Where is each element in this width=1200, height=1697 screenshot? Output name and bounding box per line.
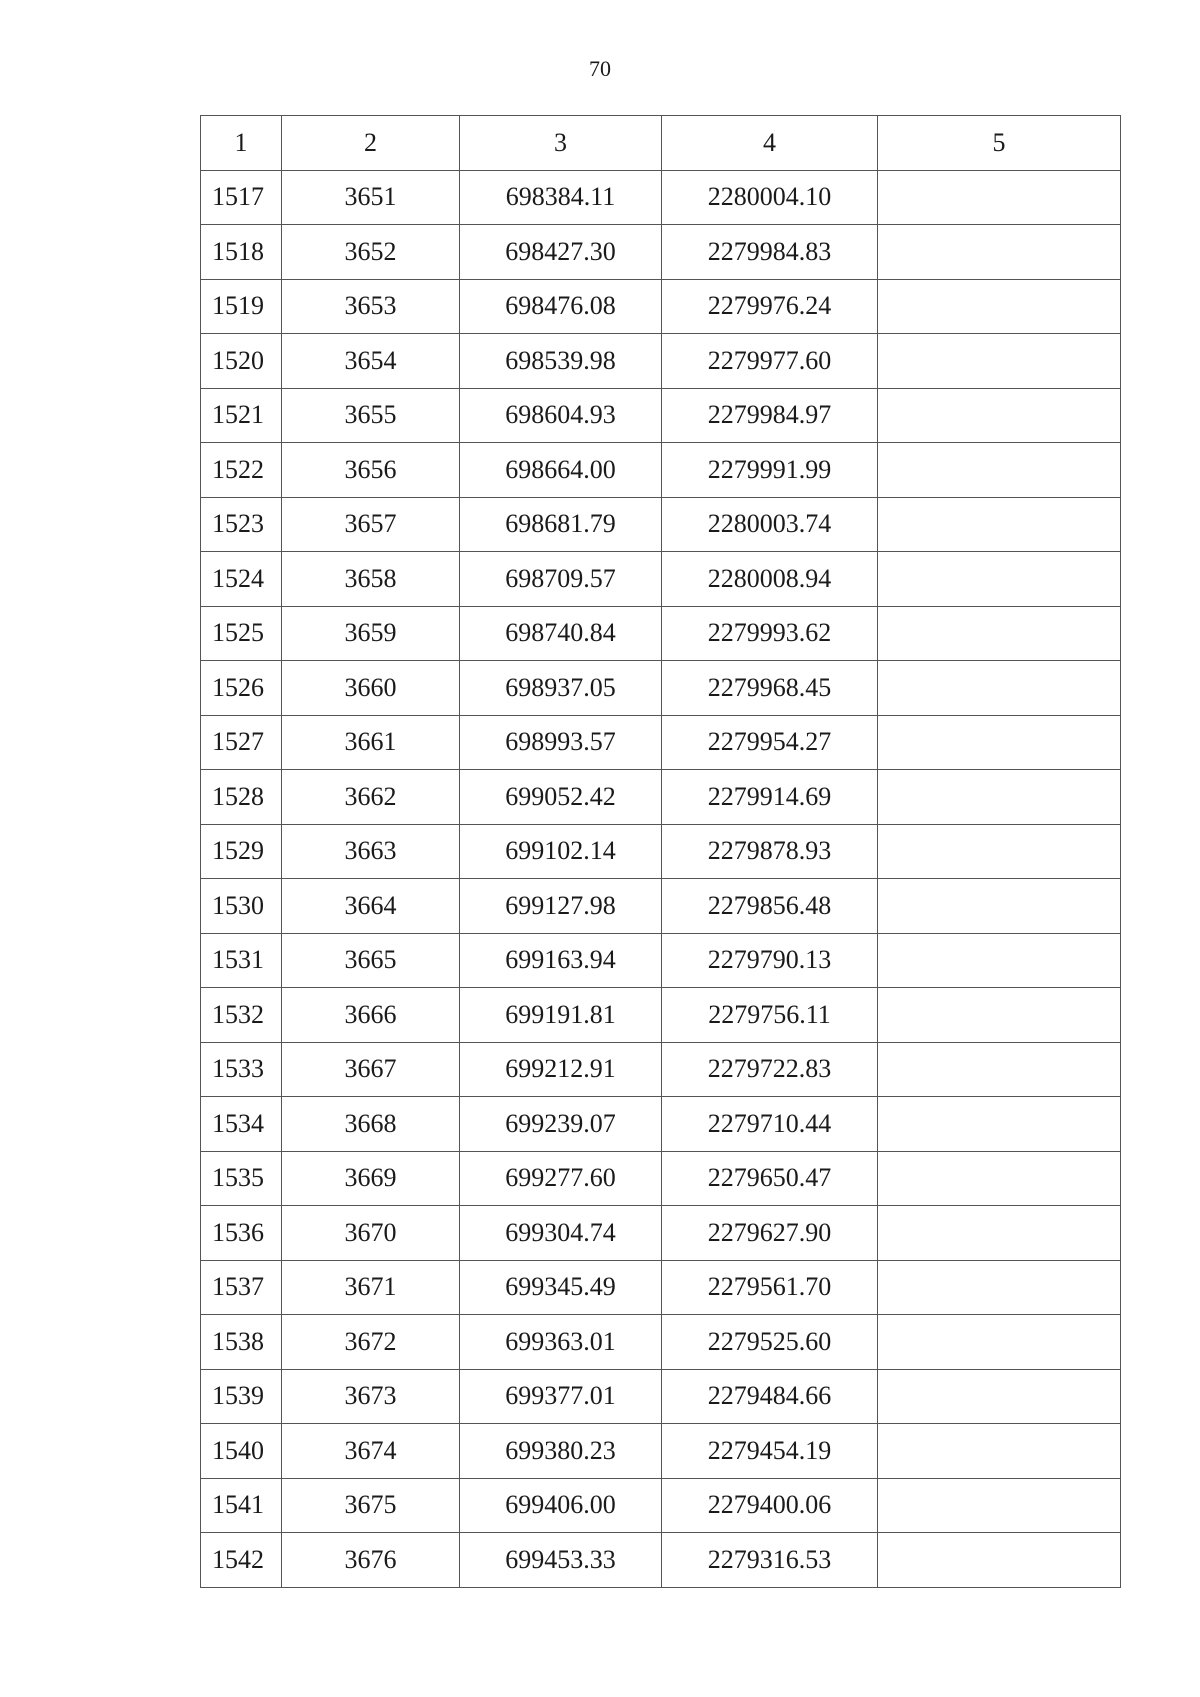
point-number-cell: 3664: [282, 879, 460, 934]
table-row: [201, 225, 1121, 280]
x-coordinate-cell: 698476.08: [460, 279, 662, 334]
y-coordinate-cell: 2279993.62: [662, 606, 878, 661]
row-index-cell: 1535: [201, 1151, 282, 1206]
table-row: [201, 1478, 1121, 1533]
note-cell: [878, 388, 1121, 443]
note-cell: [878, 933, 1121, 988]
table-row: [201, 1424, 1121, 1479]
x-coordinate-cell: 699377.01: [460, 1369, 662, 1424]
table-row: [201, 1315, 1121, 1370]
table-header-row: [201, 116, 1121, 171]
x-coordinate-cell: 699052.42: [460, 770, 662, 825]
point-number-cell: 3667: [282, 1042, 460, 1097]
table-row: [201, 824, 1121, 879]
y-coordinate-cell: 2280003.74: [662, 497, 878, 552]
table-row: [201, 661, 1121, 716]
note-cell: [878, 661, 1121, 716]
x-coordinate-cell: 698539.98: [460, 334, 662, 389]
row-index-cell: 1517: [201, 170, 282, 225]
x-coordinate-cell: 699163.94: [460, 933, 662, 988]
point-number-cell: 3675: [282, 1478, 460, 1533]
y-coordinate-cell: 2279756.11: [662, 988, 878, 1043]
y-coordinate-cell: 2279400.06: [662, 1478, 878, 1533]
y-coordinate-cell: 2279984.83: [662, 225, 878, 280]
x-coordinate-cell: 698384.11: [460, 170, 662, 225]
note-cell: [878, 1097, 1121, 1152]
table-row: [201, 334, 1121, 389]
x-coordinate-cell: 699127.98: [460, 879, 662, 934]
row-index-cell: 1537: [201, 1260, 282, 1315]
table-row: [201, 606, 1121, 661]
row-index-cell: 1518: [201, 225, 282, 280]
row-index-cell: 1519: [201, 279, 282, 334]
note-cell: [878, 497, 1121, 552]
coordinates-table: [200, 115, 1121, 1588]
x-coordinate-cell: 698427.30: [460, 225, 662, 280]
y-coordinate-cell: 2279991.99: [662, 443, 878, 498]
x-coordinate-cell: 699453.33: [460, 1533, 662, 1588]
point-number-cell: 3662: [282, 770, 460, 825]
x-coordinate-cell: 699102.14: [460, 824, 662, 879]
row-index-cell: 1536: [201, 1206, 282, 1261]
row-index-cell: 1540: [201, 1424, 282, 1479]
note-cell: [878, 1369, 1121, 1424]
column-header-3: 3: [460, 116, 662, 171]
y-coordinate-cell: 2279968.45: [662, 661, 878, 716]
x-coordinate-cell: 698681.79: [460, 497, 662, 552]
note-cell: [878, 824, 1121, 879]
table-row: [201, 1042, 1121, 1097]
y-coordinate-cell: 2279525.60: [662, 1315, 878, 1370]
row-index-cell: 1524: [201, 552, 282, 607]
x-coordinate-cell: 698604.93: [460, 388, 662, 443]
y-coordinate-cell: 2279722.83: [662, 1042, 878, 1097]
note-cell: [878, 1478, 1121, 1533]
table-row: [201, 770, 1121, 825]
y-coordinate-cell: 2279790.13: [662, 933, 878, 988]
y-coordinate-cell: 2280008.94: [662, 552, 878, 607]
x-coordinate-cell: 698993.57: [460, 715, 662, 770]
row-index-cell: 1530: [201, 879, 282, 934]
table-row: [201, 170, 1121, 225]
note-cell: [878, 225, 1121, 280]
table-row: [201, 1206, 1121, 1261]
point-number-cell: 3661: [282, 715, 460, 770]
y-coordinate-cell: 2279627.90: [662, 1206, 878, 1261]
row-index-cell: 1520: [201, 334, 282, 389]
point-number-cell: 3658: [282, 552, 460, 607]
row-index-cell: 1527: [201, 715, 282, 770]
point-number-cell: 3654: [282, 334, 460, 389]
note-cell: [878, 334, 1121, 389]
table-row: [201, 1097, 1121, 1152]
note-cell: [878, 879, 1121, 934]
x-coordinate-cell: 699277.60: [460, 1151, 662, 1206]
y-coordinate-cell: 2279856.48: [662, 879, 878, 934]
page-number: 70: [589, 56, 611, 81]
table-row: [201, 1151, 1121, 1206]
point-number-cell: 3670: [282, 1206, 460, 1261]
table-row: [201, 279, 1121, 334]
x-coordinate-cell: 698709.57: [460, 552, 662, 607]
note-cell: [878, 770, 1121, 825]
table-row: [201, 497, 1121, 552]
note-cell: [878, 443, 1121, 498]
point-number-cell: 3665: [282, 933, 460, 988]
table-row: [201, 443, 1121, 498]
x-coordinate-cell: 699304.74: [460, 1206, 662, 1261]
y-coordinate-cell: 2279561.70: [662, 1260, 878, 1315]
row-index-cell: 1525: [201, 606, 282, 661]
x-coordinate-cell: 698937.05: [460, 661, 662, 716]
note-cell: [878, 1315, 1121, 1370]
row-index-cell: 1542: [201, 1533, 282, 1588]
table-row: [201, 715, 1121, 770]
table-row: [201, 1533, 1121, 1588]
table-row: [201, 988, 1121, 1043]
note-cell: [878, 988, 1121, 1043]
point-number-cell: 3659: [282, 606, 460, 661]
y-coordinate-cell: 2279650.47: [662, 1151, 878, 1206]
y-coordinate-cell: 2279977.60: [662, 334, 878, 389]
row-index-cell: 1529: [201, 824, 282, 879]
row-index-cell: 1533: [201, 1042, 282, 1097]
point-number-cell: 3655: [282, 388, 460, 443]
note-cell: [878, 279, 1121, 334]
x-coordinate-cell: 698740.84: [460, 606, 662, 661]
note-cell: [878, 552, 1121, 607]
point-number-cell: 3671: [282, 1260, 460, 1315]
row-index-cell: 1541: [201, 1478, 282, 1533]
note-cell: [878, 1206, 1121, 1261]
note-cell: [878, 170, 1121, 225]
point-number-cell: 3669: [282, 1151, 460, 1206]
row-index-cell: 1534: [201, 1097, 282, 1152]
row-index-cell: 1532: [201, 988, 282, 1043]
row-index-cell: 1521: [201, 388, 282, 443]
y-coordinate-cell: 2279710.44: [662, 1097, 878, 1152]
x-coordinate-cell: 699191.81: [460, 988, 662, 1043]
x-coordinate-cell: 699406.00: [460, 1478, 662, 1533]
x-coordinate-cell: 699380.23: [460, 1424, 662, 1479]
y-coordinate-cell: 2279454.19: [662, 1424, 878, 1479]
column-header-1: 1: [201, 116, 282, 171]
x-coordinate-cell: 698664.00: [460, 443, 662, 498]
row-index-cell: 1526: [201, 661, 282, 716]
point-number-cell: 3652: [282, 225, 460, 280]
x-coordinate-cell: 699239.07: [460, 1097, 662, 1152]
note-cell: [878, 1260, 1121, 1315]
table-row: [201, 879, 1121, 934]
y-coordinate-cell: 2279878.93: [662, 824, 878, 879]
row-index-cell: 1531: [201, 933, 282, 988]
point-number-cell: 3663: [282, 824, 460, 879]
point-number-cell: 3674: [282, 1424, 460, 1479]
row-index-cell: 1523: [201, 497, 282, 552]
y-coordinate-cell: 2279914.69: [662, 770, 878, 825]
point-number-cell: 3651: [282, 170, 460, 225]
note-cell: [878, 1042, 1121, 1097]
point-number-cell: 3660: [282, 661, 460, 716]
point-number-cell: 3672: [282, 1315, 460, 1370]
table-row: [201, 933, 1121, 988]
column-header-4: 4: [662, 116, 878, 171]
x-coordinate-cell: 699345.49: [460, 1260, 662, 1315]
row-index-cell: 1528: [201, 770, 282, 825]
y-coordinate-cell: 2279316.53: [662, 1533, 878, 1588]
note-cell: [878, 715, 1121, 770]
point-number-cell: 3656: [282, 443, 460, 498]
table-row: [201, 388, 1121, 443]
column-header-2: 2: [282, 116, 460, 171]
y-coordinate-cell: 2280004.10: [662, 170, 878, 225]
row-index-cell: 1539: [201, 1369, 282, 1424]
note-cell: [878, 606, 1121, 661]
y-coordinate-cell: 2279954.27: [662, 715, 878, 770]
column-header-5: 5: [878, 116, 1121, 171]
row-index-cell: 1522: [201, 443, 282, 498]
x-coordinate-cell: 699212.91: [460, 1042, 662, 1097]
table-row: [201, 1369, 1121, 1424]
point-number-cell: 3666: [282, 988, 460, 1043]
y-coordinate-cell: 2279984.97: [662, 388, 878, 443]
row-index-cell: 1538: [201, 1315, 282, 1370]
note-cell: [878, 1424, 1121, 1479]
point-number-cell: 3673: [282, 1369, 460, 1424]
table-row: [201, 1260, 1121, 1315]
point-number-cell: 3676: [282, 1533, 460, 1588]
note-cell: [878, 1533, 1121, 1588]
point-number-cell: 3668: [282, 1097, 460, 1152]
point-number-cell: 3653: [282, 279, 460, 334]
y-coordinate-cell: 2279976.24: [662, 279, 878, 334]
x-coordinate-cell: 699363.01: [460, 1315, 662, 1370]
y-coordinate-cell: 2279484.66: [662, 1369, 878, 1424]
note-cell: [878, 1151, 1121, 1206]
table-row: [201, 552, 1121, 607]
point-number-cell: 3657: [282, 497, 460, 552]
table-body: [201, 170, 1121, 1587]
